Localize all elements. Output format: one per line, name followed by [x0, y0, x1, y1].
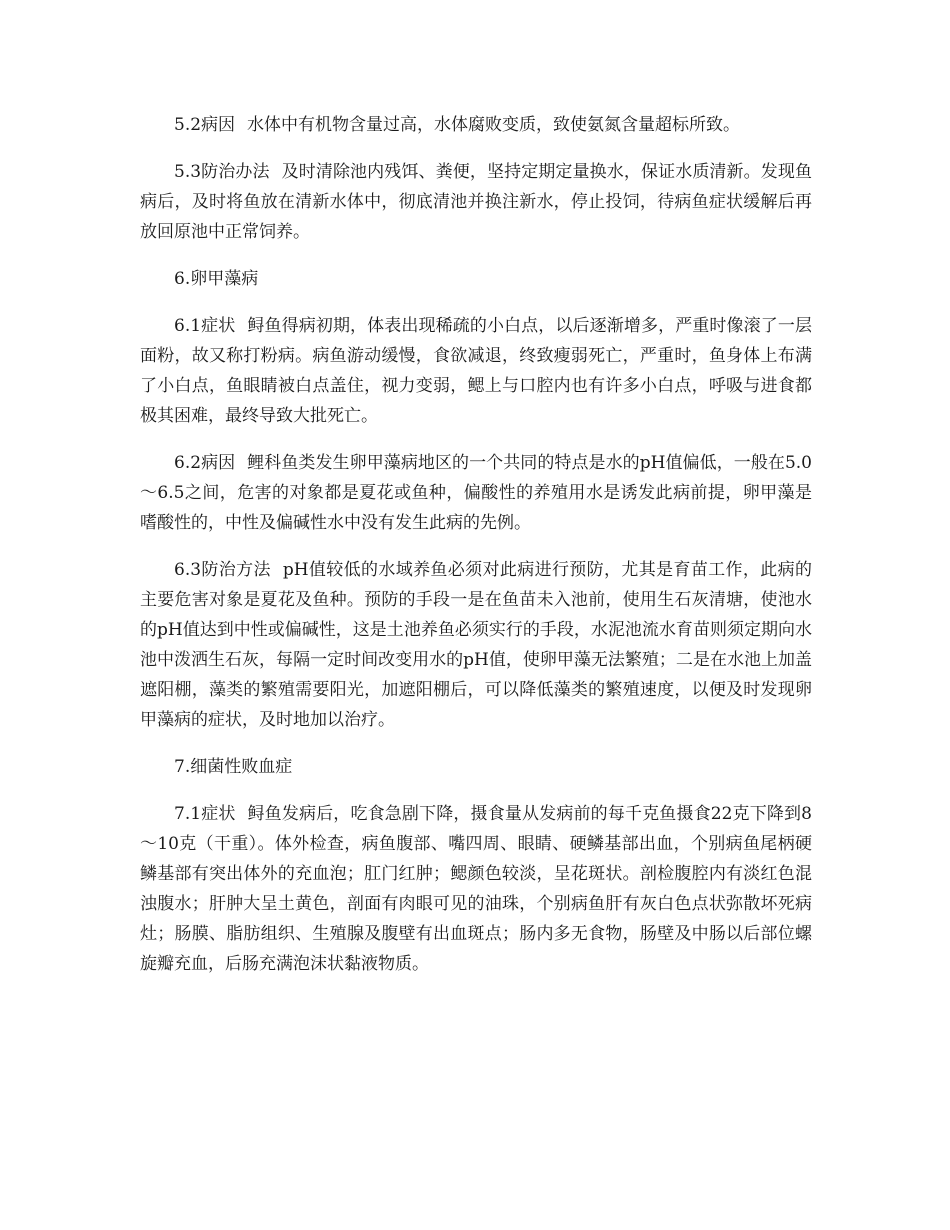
paragraph-6-2	[140, 448, 812, 538]
paragraph-lead: 6.2病因	[174, 453, 236, 473]
paragraph-lead: 6.1症状	[174, 316, 236, 336]
paragraph-lead: 7.1症状	[174, 804, 236, 824]
document-body	[140, 110, 812, 996]
paragraph-text: 鲟鱼发病后，吃食急剧下降，摄食量从发病前的每千克鱼摄食22克下降到8～10克（干重）。体外检查，病鱼腹部、嘴四周、眼睛、硬鳞基部出血，个别病鱼尾柄硬鳞基部有突出体外的充血泡；肛门红肿；鳃颜色较淡，呈花斑状。剖检腹腔内有淡红色混浊腹水；肝肿大呈土黄色，剖面有肉眼可见的油珠，个别病鱼肝有灰白色点状弥散坏死病灶；肠膜、脂肪组织、生殖腺及腹壁有出血斑点；肠内多无食物，肠壁及中肠以后部位螺旋瓣充血，后肠充满泡沫状黏液物质。	[140, 804, 812, 974]
paragraph-lead: 5.2病因	[174, 115, 236, 135]
section-heading-6: 6.卵甲藻病	[174, 269, 259, 289]
paragraph-6-3	[140, 555, 812, 735]
paragraph-text: 及时清除池内残饵、粪便，坚持定期定量换水，保证水质清新。发现鱼病后，及时将鱼放在清新水体中，彻底清池并换注新水，停止投饲，待病鱼症状缓解后再放回原池中正常饲养。	[140, 162, 812, 242]
paragraph-text: 鲟鱼得病初期，体表出现稀疏的小白点，以后逐渐增多，严重时像滚了一层面粉，故又称打粉病。病鱼游动缓慢，食欲减退，终致瘦弱死亡，严重时，鱼身体上布满了小白点，鱼眼睛被白点盖住，视力变弱，鳃上与口腔内也有许多小白点，呼吸与进食都极其困难，最终导致大批死亡。	[140, 316, 812, 426]
section-heading-7: 7.细菌性败血症	[174, 757, 293, 777]
paragraph-lead: 6.3防治方法	[174, 560, 271, 580]
paragraph-text: pH值较低的水域养鱼必须对此病进行预防，尤其是育苗工作，此病的主要危害对象是夏花及鱼种。预防的手段一是在鱼苗未入池前，使用生石灰清塘，使池水的pH值达到中性或偏碱性，这是土池养鱼必须实行的手段，水泥池流水育苗则须定期向水池中泼洒生石灰，每隔一定时间改变用水的pH值，使卵甲藻无法繁殖；二是在水池上加盖遮阳棚，藻类的繁殖需要阳光，加遮阳棚后，可以降低藻类的繁殖速度，以便及时发现卵甲藻病的症状，及时地加以治疗。	[140, 560, 812, 730]
paragraph-lead: 5.3防治办法	[174, 162, 270, 182]
paragraph-5-3	[140, 157, 812, 247]
paragraph-text: 水体中有机物含量过高，水体腐败变质，致使氨氮含量超标所致。	[247, 115, 741, 135]
paragraph-7-1	[140, 799, 812, 979]
paragraph-5-2	[140, 110, 812, 140]
paragraph-text: 鲤科鱼类发生卵甲藻病地区的一个共同的特点是水的pH值偏低，一般在5.0～6.5之间，危害的对象都是夏花或鱼种，偏酸性的养殖用水是诱发此病前提，卵甲藻是嗜酸性的，中性及偏碱性水中没有发生此病的先例。	[140, 453, 812, 533]
paragraph-6-1	[140, 311, 812, 431]
